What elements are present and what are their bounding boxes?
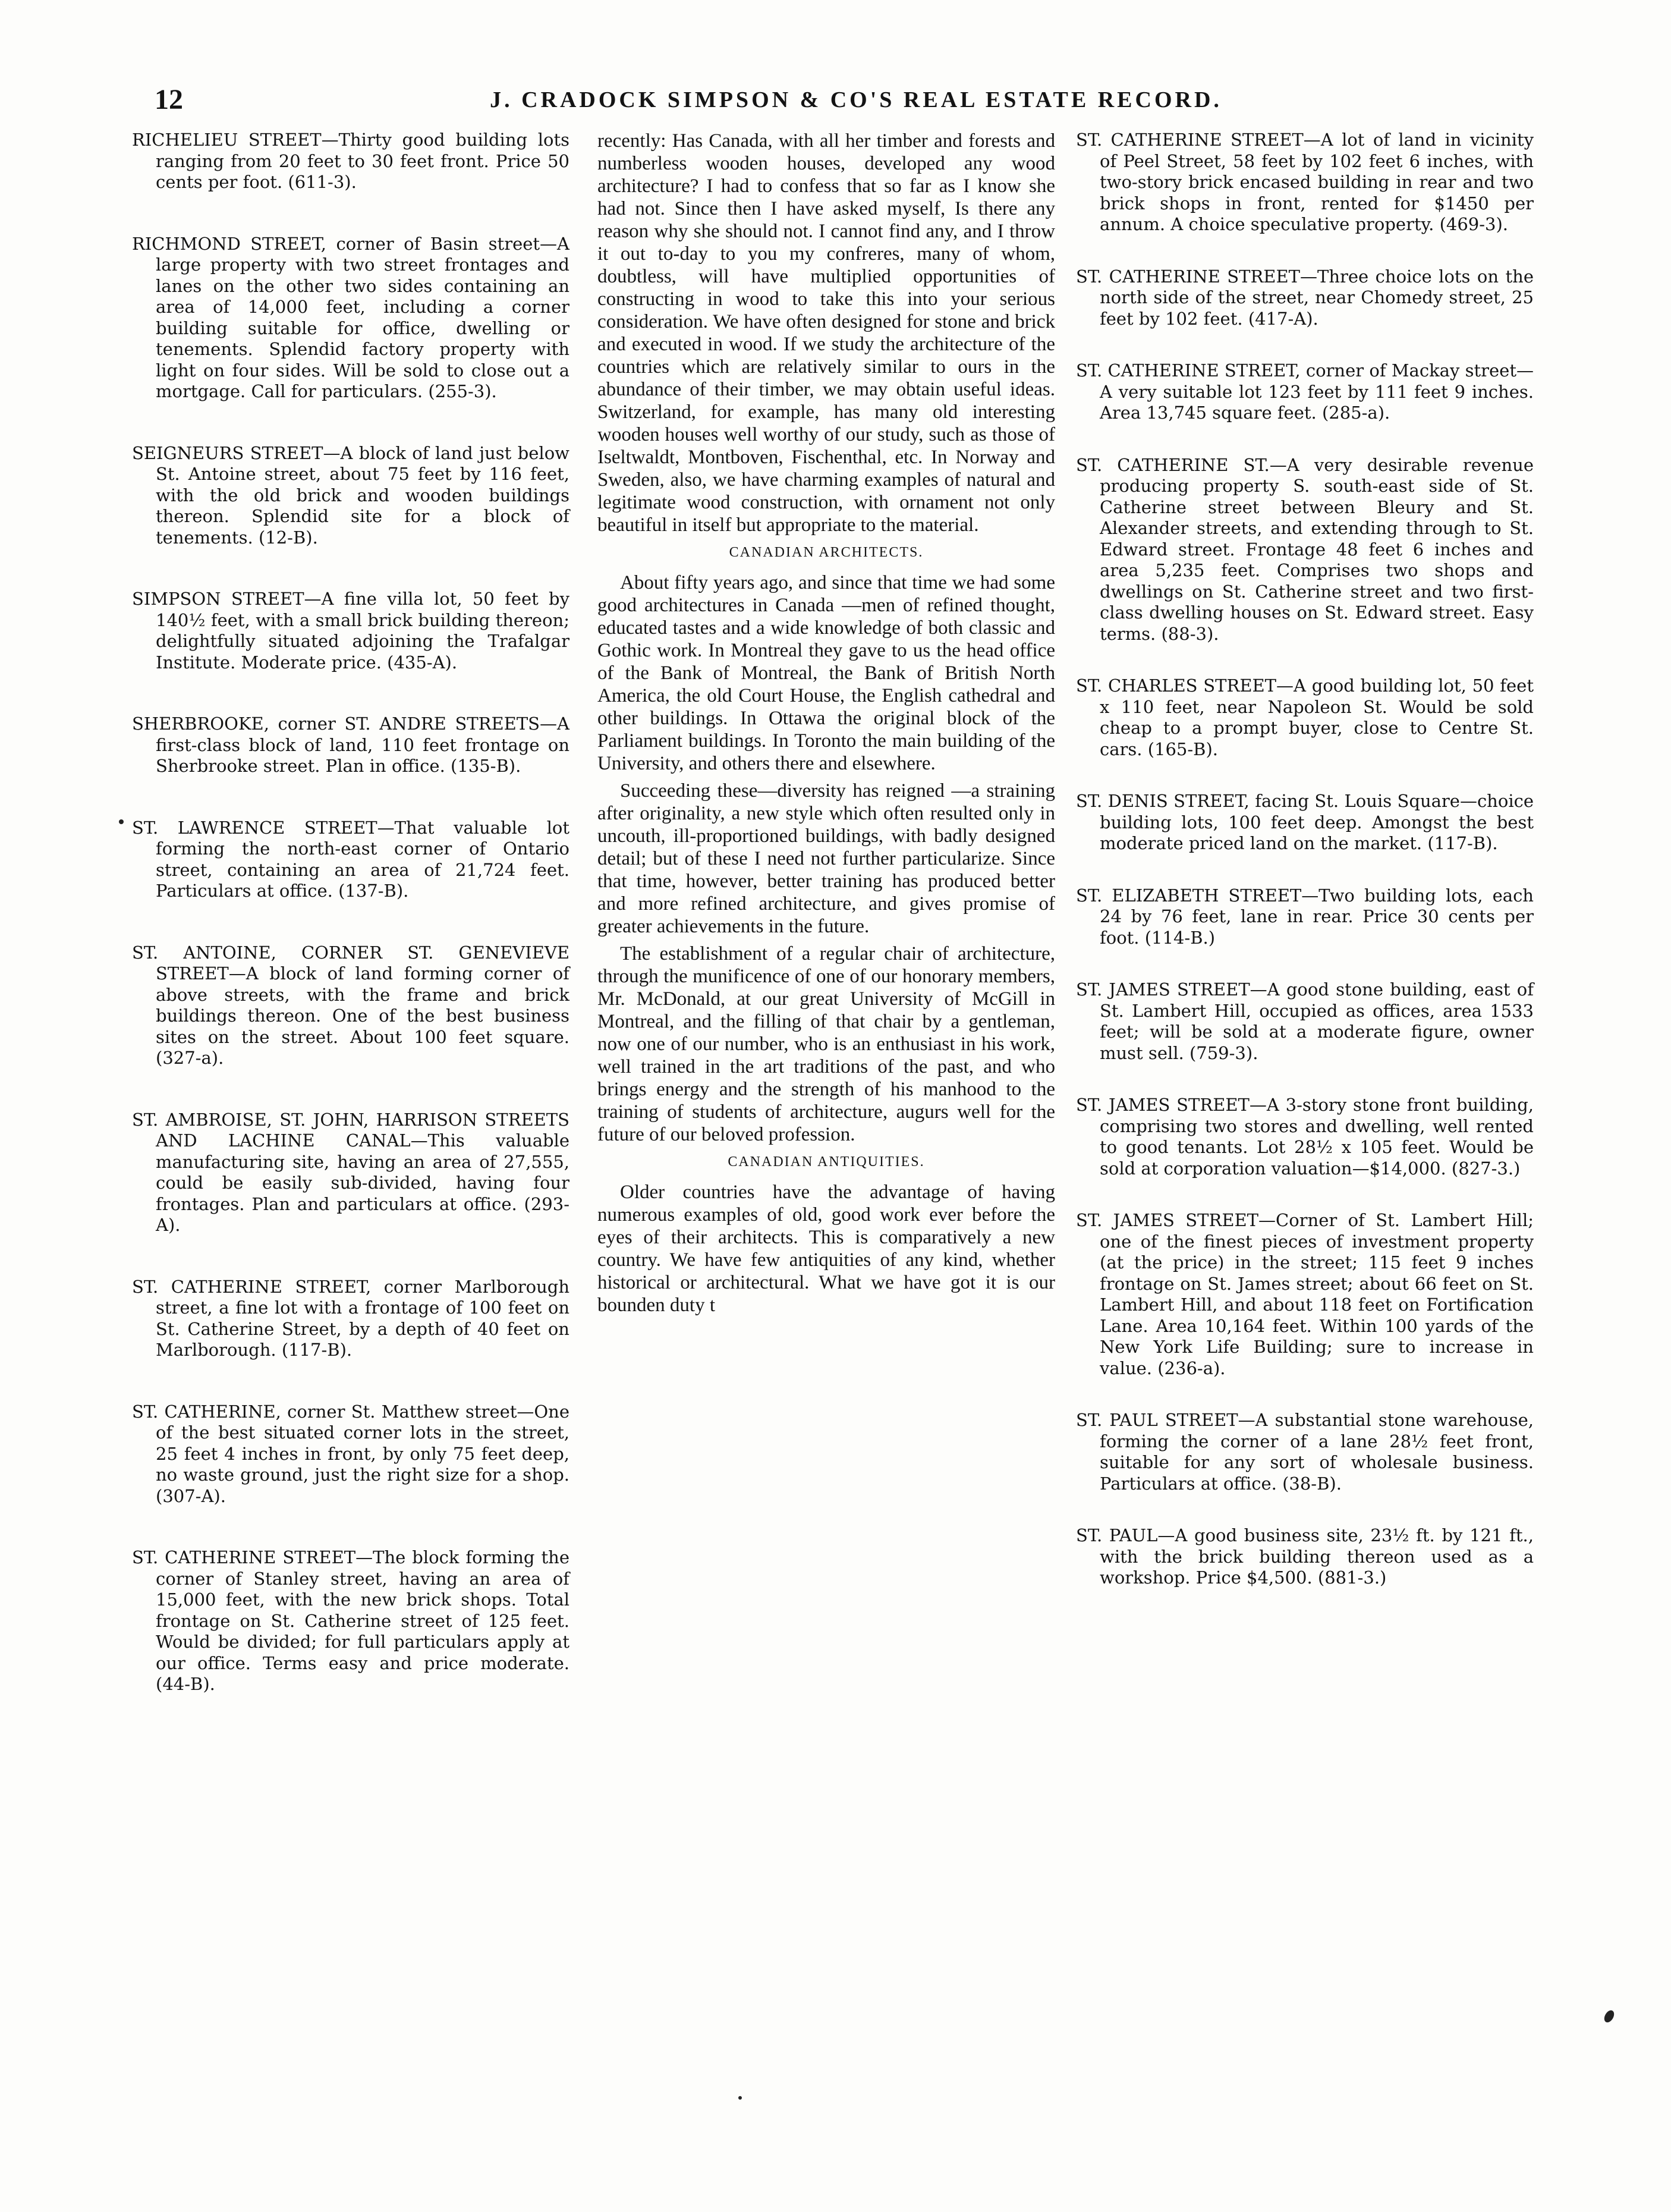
listing: ST. CATHERINE STREET, corner Marlborough street, a fine lot with a frontage of 100 feet on St. Catherine Street, by a depth of 40 feet on Marlborough. (117-B). (132, 1276, 569, 1360)
listing: ST. ELIZABETH STREET—Two building lots, each 24 by 76 feet, lane in rear. Price 30 cents per foot. (114-B.) (1076, 885, 1534, 948)
left-column (132, 130, 569, 1736)
listing: ST. CATHERINE, corner St. Matthew street—One of the best situated corner lots in the street, 25 feet 4 inches in front, by only 75 feet deep, no waste ground, just the right size for a shop. (307-A). (132, 1401, 569, 1506)
listing: ST. CATHERINE STREET—Three choice lots on the north side of the street, near Chomedy street, 25 feet by 102 feet. (417-A). (1076, 266, 1534, 329)
article-intro: recently: Has Canada, with all her timber and forests and numberless wooden houses, developed any wood architecture? I had to confess that so far as I know she had not. Since then I have asked myself, Is there any reason why she should not. I cannot find any, and I throw it out to-day to you my confreres, many of whom, doubtless, will have multiplied opportunities of constructing in wood to take this into your serious consideration. We have often designed for stone and brick and executed in wood. If we study the architecture of the countries which are relatively similar to ours in the abundance of their timber, we may obtain useful ideas. Switzerland, for example, has many old interesting wooden houses well worthy of our study, such as those of Iseltwaldt, Montboven, Fischenthal, etc. In Norway and Sweden, also, we have charming examples of natural and legitimate wood construction, with ornament not only beautiful in itself but appropriate to the material. (597, 130, 1055, 536)
listing: ST. CHARLES STREET—A good building lot, 50 feet x 110 feet, near Napoleon St. Would be sold cheap to a prompt buyer, close to Centre St. cars. (165-B). (1076, 675, 1534, 759)
listing: SIMPSON STREET—A fine villa lot, 50 feet by 140½ feet, with a small brick building thereon; delightfully situated adjoining the Trafalgar Institute. Moderate price. (435-A). (132, 589, 569, 673)
listing: ST. JAMES STREET—A good stone building, east of St. Lambert Hill, occupied as offices, area 1533 feet; will be sold at a moderate figure, owner must sell. (759-3). (1076, 979, 1534, 1063)
article-paragraph: Older countries have the advantage of having numerous examples of old, good work ever before the eyes of their architects. This is comparatively a new country. We have few antiquities of any kind, whether historical or architectural. What we have got it is our bounden duty t (597, 1182, 1055, 1316)
listing: RICHMOND STREET, corner of Basin street—A large property with two street frontages and lanes on the other two sides containing an area of 14,000 feet, including a corner building suitable for office, dwelling or tenements. Splendid factory property with light on four sides. Will be sold to close out a mortgage. Call for particulars. (255-3). (132, 233, 569, 401)
subhead-canadian-antiquities: CANADIAN ANTIQUITIES. (728, 1154, 925, 1170)
listing: ST. CATHERINE STREET—A lot of land in vicinity of Peel Street, 58 feet by 102 feet 6 inches, with two-story brick encased building in rear and two brick shops in front, rented for $1450 per annum. A choice speculative property. (469-3). (1076, 130, 1534, 234)
article-paragraph: Succeeding these—diversity has reigned —a straining after originality, a new style which often resulted only in uncouth, ill-proportioned buildings, with badly designed detail; but of these I need not further particularize. Since that time, however, better training has produced better and more refined architecture, and gives promise of greater achievements in the future. (597, 780, 1055, 937)
ink-speck (1602, 2009, 1616, 2024)
listing: ST. CATHERINE STREET—The block forming the corner of Stanley street, having an area of 15,000 feet, with the new brick shops. Total frontage on St. Catherine street of 125 feet. Would be divided; for full particulars apply at our office. Terms easy and price moderate. (44-B). (132, 1547, 569, 1694)
listing: ST. CATHERINE STREET, corner of Mackay street—A very suitable lot 123 feet by 111 feet 9 inches. Area 13,745 square feet. (285-a). (1076, 360, 1534, 423)
ink-speck (738, 2096, 742, 2100)
listing: ST. CATHERINE ST.—A very desirable revenue producing property S. south-east side of St. Catherine street between Bleury and St. Alexander streets, and extending through to St. Edward street. Frontage 48 feet 6 inches and area 5,235 feet. Comprises two shops and dwellings on St. Catherine street and two first-class dwelling houses on St. Edward street. Easy terms. (88-3). (1076, 454, 1534, 644)
listing: ST. ANTOINE, CORNER ST. GENEVIEVE STREET—A block of land forming corner of above streets, with the frame and brick buildings thereon. One of the best business sites on the street. About 100 feet square. (327-a). (132, 942, 569, 1068)
listing: ST. JAMES STREET—A 3-story stone front building, comprising two stores and dwelling, well rented to good tenants. Lot 28½ x 105 feet. Would be sold at corporation valuation—$14,000. (827-3.) (1076, 1095, 1534, 1179)
listing: SHERBROOKE, corner ST. ANDRE STREETS—A first-class block of land, 110 feet frontage on Sherbrooke street. Plan in office. (135-B). (132, 714, 569, 776)
article-column (597, 130, 1055, 1321)
listing: ST. LAWRENCE STREET—That valuable lot forming the north-east corner of Ontario street, containing an area of 21,724 feet. Particulars at office. (137-B). (132, 817, 569, 901)
listing: ST. PAUL—A good business site, 23½ ft. by 121 ft., with the brick building thereon used as a workshop. Price $4,500. (881-3.) (1076, 1525, 1534, 1588)
article-paragraph: About fifty years ago, and since that time we had some good architectures in Canada —men of refined thought, educated tastes and a wide knowledge of both classic and Gothic work. In Montreal they gave to us the head office of the Bank of Montreal, the Bank of British North America, the old Court House, the English cathedral and other buildings. In Ottawa the original block of the Parliament buildings. In Toronto the main building of the University, and others there and elsewhere. (597, 572, 1055, 774)
listing: ST. AMBROISE, ST. JOHN, HARRISON STREETS AND LACHINE CANAL—This valuable manufacturing site, having an area of 27,555, could be easily sub-divided, having four frontages. Plan and particulars at office. (293-A). (132, 1109, 569, 1235)
listing: RICHELIEU STREET—Thirty good building lots ranging from 20 feet to 30 feet front. Price 50 cents per foot. (611-3). (132, 130, 569, 192)
page-header (149, 83, 1563, 125)
listing: ST. PAUL STREET—A substantial stone warehouse, forming the corner of a lane 28½ feet front, suitable for any sort of wholesale business. Particulars at office. (38-B). (1076, 1410, 1534, 1494)
ink-speck (119, 819, 124, 824)
right-column (1076, 130, 1534, 1620)
listing: ST. JAMES STREET—Corner of St. Lambert Hill; one of the finest pieces of investment property (at the price) in the street; 115 feet 9 inches frontage on St. James street; about 66 feet on St. Lambert Hill, and about 118 feet on Fortification Lane. Area 10,164 feet. Within 100 yards of the New York Life Building; sure to increase in value. (236-a). (1076, 1210, 1534, 1378)
article-paragraph: The establishment of a regular chair of architecture, through the munificence of one of our honorary members, Mr. McDonald, at our great University of McGill in Montreal, and the filling of that chair by a gentleman, now one of our number, who is an enthusiast in his work, well trained in the art traditions of the past, and who brings energy and the strength of his manhood to the training of students of architecture, augurs well for the future of our beloved profession. (597, 943, 1055, 1145)
page-number: 12 (155, 84, 183, 115)
listing: ST. DENIS STREET, facing St. Louis Square—choice building lots, 100 feet deep. Amongst the best moderate priced land on the market. (117-B). (1076, 791, 1534, 853)
listing: SEIGNEURS STREET—A block of land just below St. Antoine street, about 75 feet by 116 feet, with the old brick and wooden buildings thereon. Splendid site for a block of tenements. (12-B). (132, 442, 569, 548)
subhead-canadian-architects: CANADIAN ARCHITECTS. (729, 545, 924, 560)
running-title: J. CRADOCK SIMPSON & CO'S REAL ESTATE RECORD. (490, 87, 1222, 112)
